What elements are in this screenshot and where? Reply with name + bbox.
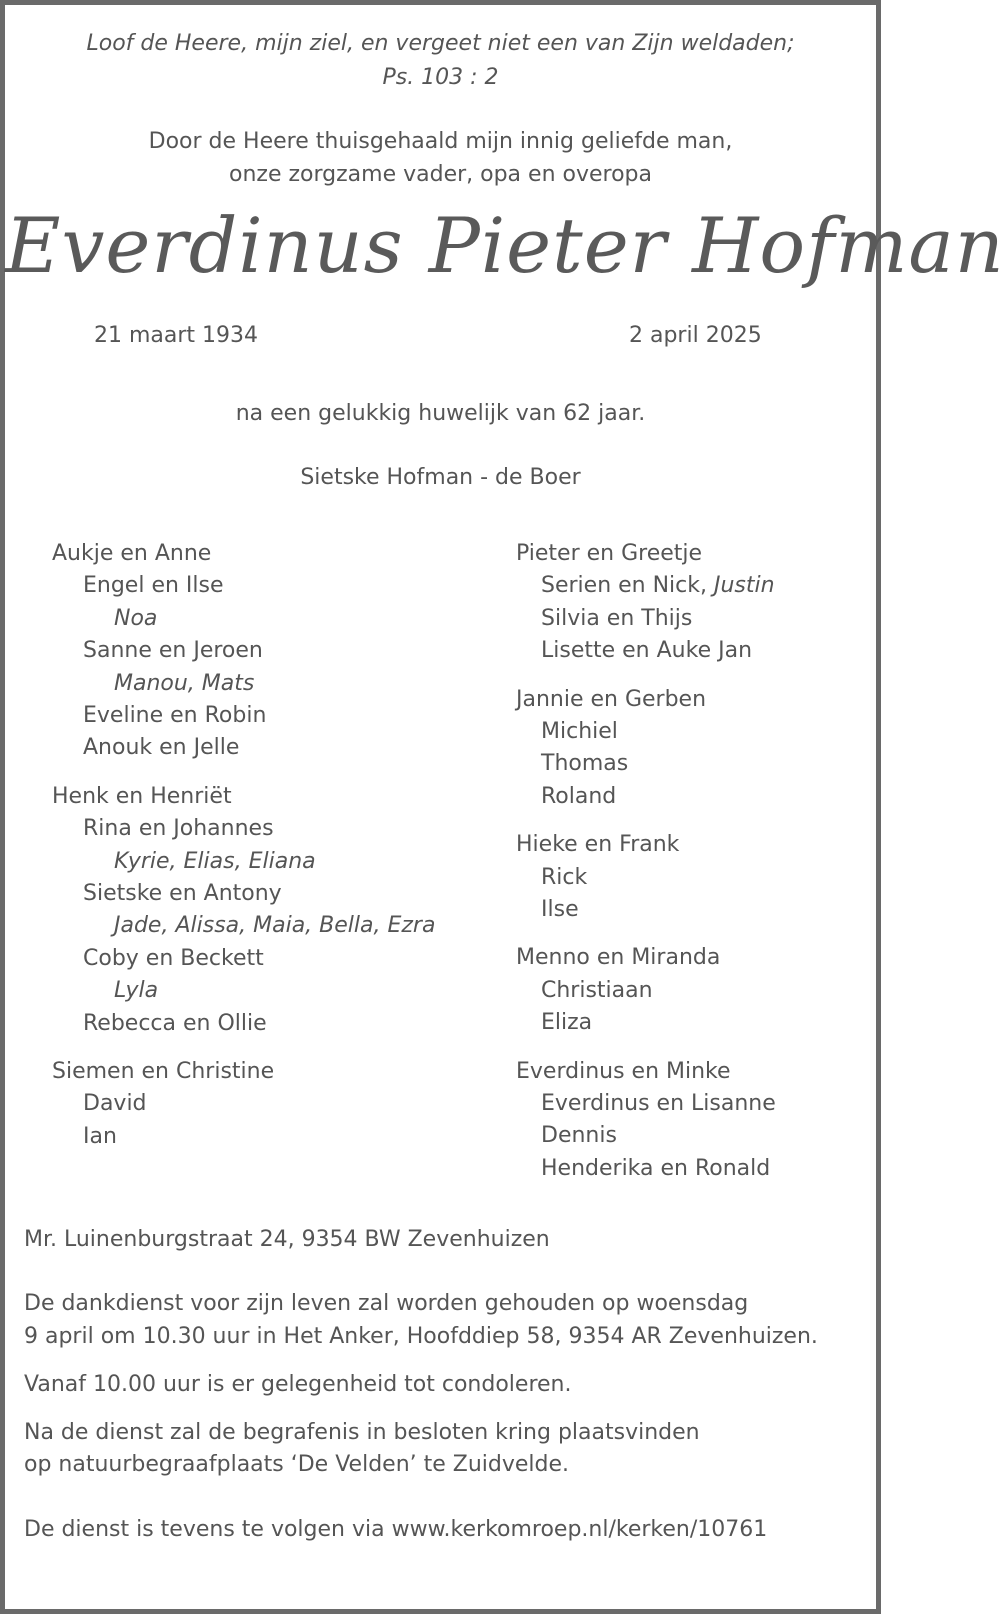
family-name-text: Silvia en Thijs [541,605,693,631]
birth-date: 21 maart 1934 [94,323,259,348]
family-name-text: Aukje en Anne [52,541,212,566]
family-name-text: Everdinus en Lisanne [541,1091,776,1116]
grandchild-entry [541,750,628,778]
service-line-1: De dankdienst voor zijn leven zal worden gehouden op woensdag [24,1291,749,1316]
family-head [516,831,679,859]
family-name-text: Jade, Alissa, Maia, Bella, Ezra [114,913,436,939]
great-grandchildren [114,912,435,940]
family-name-text: Roland [541,783,617,809]
family-name-text: Henderika en Ronald [541,1155,771,1181]
family-name-text: Dennis [541,1123,617,1149]
family-name-text: Jannie en Gerben [516,686,707,712]
death-date: 2 april 2025 [629,323,762,348]
family-name-text: David [83,1091,147,1117]
family-head [516,540,702,568]
deceased-name: Everdinus Pieter Hofman [5,201,1005,290]
condolence-text: Vanaf 10.00 uur is er gelegenheid tot condoleren. [24,1372,572,1397]
grandchild-entry [83,815,274,843]
grandchild-entry [541,1155,770,1183]
family-name-text: Ilse [541,897,579,922]
family-head [516,686,706,714]
family-name-text: Everdinus en Minke [516,1058,731,1084]
family-name-text: Hieke en Frank [516,832,680,858]
grandchild-entry [541,572,775,600]
family-name-text: Lisette en Auke Jan [541,638,753,664]
family-head [516,1058,731,1086]
grandchild-entry [541,1122,617,1150]
address: Mr. Luinenburgstraat 24, 9354 BW Zevenhuizen [24,1227,550,1252]
grandchild-entry [541,1009,592,1037]
grandchild-entry [83,572,224,600]
family-head [52,783,232,811]
stream-info: De dienst is tevens te volgen via www.kerkomroep.nl/kerken/10761 [24,1517,768,1542]
grandchild-entry [83,945,264,973]
grandchild-entry [83,637,263,665]
intro-line-2: onze zorgzame vader, opa en overopa [229,162,652,187]
family-name-text: Coby en Beckett [83,945,264,971]
grandchild-entry [83,1090,147,1118]
family-name-text: Thomas [541,751,629,777]
family-name-text: Lyla [114,978,159,1004]
grandchild-entry [541,718,618,746]
grandchild-entry [83,734,239,762]
burial-line-2: op natuurbegraafplaats ‘De Velden’ te Zuidvelde. [24,1452,570,1477]
family-name-text: Sanne en Jeroen [83,638,263,664]
grandchild-entry [83,1010,267,1038]
grandchild-entry [541,637,752,665]
family-name-text: Eveline en Robin [83,703,267,728]
family-head [516,944,720,972]
family-name-text: Henk en Henriët [52,783,232,809]
family-name-text: Pieter en Greetje [516,541,703,566]
bible-verse-reference: Ps. 103 : 2 [382,65,499,90]
grandchild-entry [541,783,616,811]
great-grandchildren [114,848,316,876]
family-name-text: Michiel [541,719,618,744]
great-grandchildren [114,605,157,633]
grandchild-entry [541,864,587,892]
grandchild-entry [83,1123,117,1151]
grandchild-entry [541,605,692,633]
bible-verse: Loof de Heere, mijn ziel, en vergeet niet een van Zijn weldaden; [86,31,795,56]
grandchild-entry [83,702,266,730]
grandchild-entry [541,977,653,1005]
family-name-text: Manou, Mats [114,670,255,696]
family-name-text: Engel en Ilse [83,573,224,599]
intro-line-1: Door de Heere thuisgehaald mijn innig geliefde man, [148,129,733,154]
spouse-name: Sietske Hofman - de Boer [300,465,581,490]
family-name-text: Christiaan [541,977,653,1003]
family-name-text: Siemen en Christine [52,1059,275,1084]
burial-line-1: Na de dienst zal de begrafenis in besloten kring plaatsvinden [24,1420,700,1445]
grandchild-entry [541,896,579,924]
family-name-text: Rebecca en Ollie [83,1010,267,1036]
family-head [52,540,211,568]
grandchild-entry [541,1090,776,1118]
great-grandchildren [114,977,158,1005]
family-name-text: Sietske en Antony [83,881,282,906]
family-head [52,1058,274,1086]
grandchild-entry [83,880,282,908]
service-line-2: 9 april om 10.30 uur in Het Anker, Hoofddiep 58, 9354 AR Zevenhuizen. [24,1324,818,1349]
marriage-text: na een gelukkig huwelijk van 62 jaar. [235,401,646,426]
great-grandchildren [114,670,254,698]
family-name-text: Menno en Miranda [516,945,721,971]
family-name-text: Kyrie, Elias, Eliana [114,848,316,874]
family-name-text: Noa [114,605,158,631]
family-name-text: Ian [83,1123,117,1149]
family-name-text: Rina en Johannes [83,816,274,842]
great-grandchild-name: Justin [714,573,775,599]
family-name-text: Serien en Nick, [541,573,714,599]
family-name-text: Rick [541,864,588,890]
family-name-text: Eliza [541,1010,593,1036]
family-name-text: Anouk en Jelle [83,735,240,761]
